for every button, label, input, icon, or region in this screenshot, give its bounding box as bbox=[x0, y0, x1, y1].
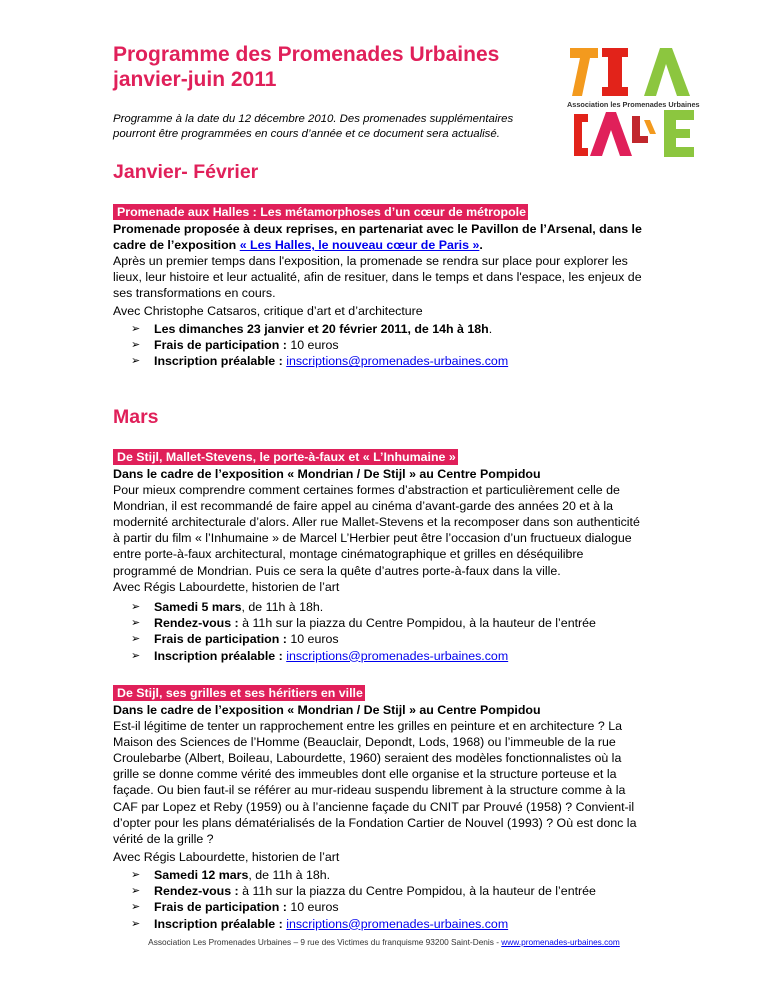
arrow-bullet-icon: ➢ bbox=[131, 601, 141, 613]
list-item: ➢ Inscription préalable : inscriptions@promenades-urbaines.com bbox=[131, 354, 509, 369]
event-banner-inhumaine: De Stijl, Mallet-Stevens, le porte-à-faux et « L’Inhumaine » bbox=[113, 449, 458, 465]
exhibition-link[interactable]: « Les Halles, le nouveau cœur de Paris » bbox=[239, 238, 480, 253]
list-item: ➢ Rendez-vous : à 11h sur la piazza du Centre Pompidou, à la hauteur de l’entrée bbox=[131, 884, 596, 899]
list-item: ➢ Frais de participation : 10 euros bbox=[131, 900, 339, 915]
list-item: ➢ Samedi 5 mars, de 11h à 18h. bbox=[131, 600, 324, 614]
arrow-bullet-icon: ➢ bbox=[131, 633, 141, 646]
event-intro: Dans le cadre de l’exposition « Mondrian / De Stijl » au Centre Pompidou bbox=[113, 703, 541, 717]
website-link[interactable]: www.promenades-urbaines.com bbox=[501, 937, 620, 947]
logo-lambda-shape bbox=[590, 112, 632, 156]
footer-address: Association Les Promenades Urbaines – 9 rue des Victimes du franquisme 93200 Saint-Denis - bbox=[148, 937, 502, 947]
list-item: ➢ Les dimanches 23 janvier et 20 février 2011, de 14h à 18h. bbox=[131, 322, 493, 336]
logo-seven-shape bbox=[570, 48, 598, 96]
event-body-inhumaine bbox=[113, 466, 648, 595]
event-details-list bbox=[131, 599, 651, 664]
email-link[interactable]: inscriptions@promenades-urbaines.com bbox=[286, 648, 509, 663]
list-item: ➢ Frais de participation : 10 euros bbox=[131, 338, 339, 353]
email-link[interactable]: inscriptions@promenades-urbaines.com bbox=[286, 354, 509, 369]
event-details-list bbox=[131, 321, 651, 370]
list-item: ➢ Rendez-vous : à 11h sur la piazza du Centre Pompidou, à la hauteur de l’entrée bbox=[131, 616, 596, 631]
logo-small-a-shape bbox=[644, 120, 656, 134]
event-intro: Dans le cadre de l’exposition « Mondrian / De Stijl » au Centre Pompidou bbox=[113, 467, 541, 481]
title-line-1: Programme des Promenades Urbaines bbox=[113, 43, 500, 66]
list-item: ➢ Frais de participation : 10 euros bbox=[131, 632, 339, 647]
logo-e-shape bbox=[664, 110, 694, 157]
arrow-bullet-icon: ➢ bbox=[131, 869, 141, 881]
event-banner-halles: Promenade aux Halles : Les métamorphoses d’un cœur de métropole bbox=[113, 204, 528, 220]
page-footer bbox=[0, 937, 768, 947]
arrow-bullet-icon: ➢ bbox=[131, 355, 141, 368]
arrow-bullet-icon: ➢ bbox=[131, 339, 141, 352]
event-body-grilles bbox=[113, 702, 648, 865]
event-body-halles bbox=[113, 221, 648, 320]
month-heading-janvier-fevrier: Janvier- Février bbox=[113, 161, 259, 183]
event-description: Est-il légitime de tenter un rapprochement entre les grilles en peinture et en architecture ? La Maison des Sciences de l’Homme (Beauclair, Depondt, Lods, 1968) ou l’immeuble de la rue Croulebarbe (Albert, Boileau, Labourdette, 1960) seraient des modèles fonctionnalistes où la grille se donne comme vérité des immeubles dont elle organise et la structure porteuse et la façade. Ou bien faut-il se référer au mur-rideau suspendu librement à la structure comme à la CAF par Lopez et Reby (1959) ou à l’ancienne façade du CNIT par Prouvé (1958) ? Convient-il d’opter pour les plans dématérialisés de la Fondation Cartier de Nouvel (1993) ? Où est donc la vérité de la grille ? bbox=[113, 719, 637, 846]
arrow-bullet-icon: ➢ bbox=[131, 649, 141, 662]
event-guide: Avec Régis Labourdette, historien de l’art bbox=[113, 579, 340, 594]
email-link[interactable]: inscriptions@promenades-urbaines.com bbox=[286, 916, 509, 931]
event-intro: Promenade proposée à deux reprises, en partenariat avec le Pavillon de l’Arsenal, dans le cadre de l’exposition « Les Halles, le nouveau cœur de Paris ». bbox=[113, 222, 642, 253]
arrow-bullet-icon: ➢ bbox=[131, 323, 141, 335]
event-description: Pour mieux comprendre comment certaines formes d’abstraction et particulièrement celle de Mondrian, il est recommandé de faire appel au cinéma d’avant-garde des années 20 et à la modernité architecturale d’alors. Aller rue Mallet-Stevens et la recomposer dans son authenticité à partir du film « l’Inhumaine » de Marcel L’Herbier peut être l’occasion d’un fructueux dialogue entre porte-à-faux architectural, montage cinématographique et grilles en déséquilibre programmé de Mondrian. Puis ce sera la quête d’autres porte-à-faux dans la ville. bbox=[113, 483, 640, 578]
logo-text: Association les Promenades Urbaines bbox=[567, 100, 700, 109]
event-details-list bbox=[131, 867, 651, 932]
event-guide: Avec Christophe Catsaros, critique d’art et d’architecture bbox=[113, 304, 423, 319]
arrow-bullet-icon: ➢ bbox=[131, 901, 141, 914]
logo-bracket-shape bbox=[574, 114, 588, 156]
logo-a-shape bbox=[644, 48, 690, 96]
event-banner-grilles: De Stijl, ses grilles et ses héritiers en ville bbox=[113, 685, 365, 701]
title-line-2: janvier-juin 2011 bbox=[113, 68, 277, 91]
arrow-bullet-icon: ➢ bbox=[131, 917, 141, 930]
arrow-bullet-icon: ➢ bbox=[131, 885, 141, 898]
list-item: ➢ Inscription préalable : inscriptions@promenades-urbaines.com bbox=[131, 648, 509, 663]
program-note: Programme à la date du 12 décembre 2010. Des promenades supplémentaires pourront être programmées en cours d’année et ce document sera actualisé. bbox=[113, 113, 514, 140]
month-heading-mars: Mars bbox=[113, 406, 159, 428]
event-guide: Avec Régis Labourdette, historien de l’art bbox=[113, 849, 340, 864]
list-item: ➢ Inscription préalable : inscriptions@promenades-urbaines.com bbox=[131, 916, 509, 931]
arrow-bullet-icon: ➢ bbox=[131, 617, 141, 630]
page-title bbox=[113, 42, 573, 92]
event-description: Après un premier temps dans l'exposition, la promenade se rendra sur place pour explorer les lieux, leur histoire et leur actualité, afin de resituer, dans le temps et dans l'espace, les enjeux de ses transformations en cours. bbox=[113, 254, 642, 301]
list-item: ➢ Samedi 12 mars, de 11h à 18h. bbox=[131, 868, 331, 882]
